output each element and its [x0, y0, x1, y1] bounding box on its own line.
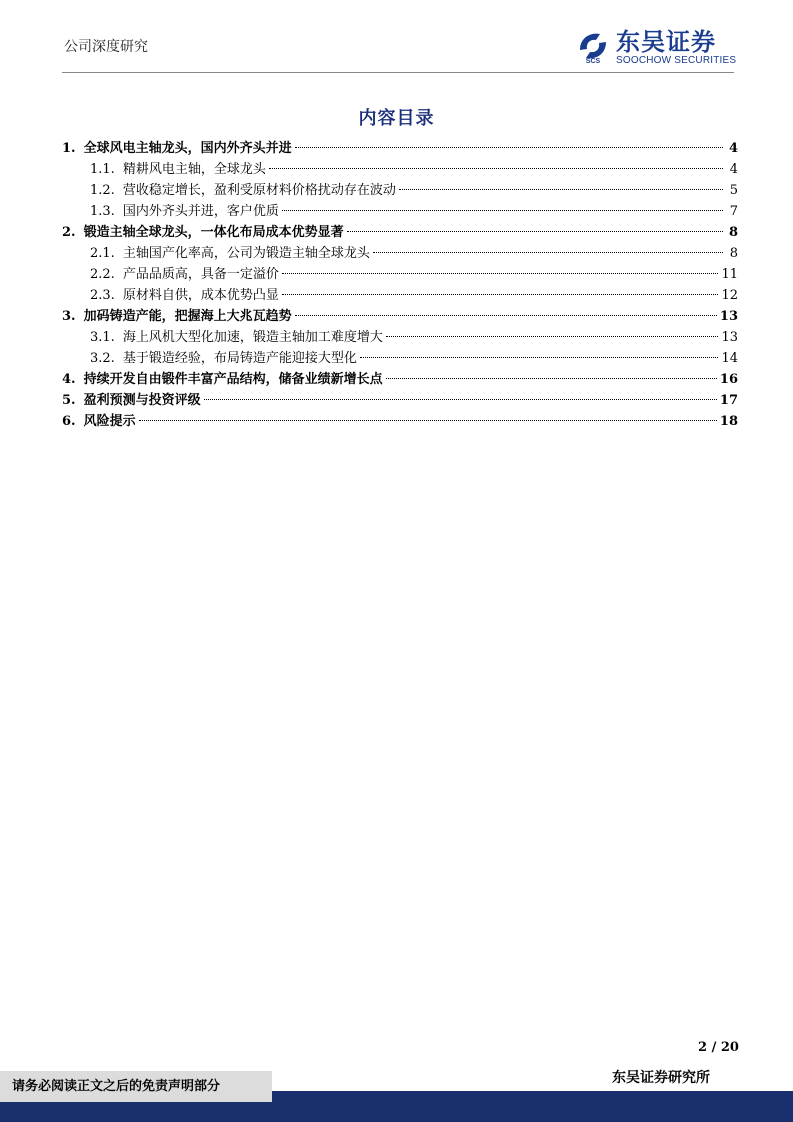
- page-number: 2 / 20: [698, 1040, 739, 1055]
- toc-entry[interactable]: [62, 264, 738, 285]
- toc-entry-page: 7: [729, 204, 738, 219]
- toc-leader-dots: [386, 378, 717, 379]
- toc-entry-number: 4.: [62, 372, 76, 387]
- toc-entry[interactable]: [62, 327, 738, 348]
- toc-leader-dots: [399, 189, 723, 190]
- toc-leader-dots: [139, 420, 717, 421]
- toc-leader-dots: [373, 252, 723, 253]
- toc-entry[interactable]: [62, 243, 738, 264]
- header-divider: [62, 72, 734, 73]
- toc-entry-title: 持续开发自由锻件丰富产品结构，储备业绩新增长点: [83, 372, 383, 387]
- toc-entry-page: 11: [721, 267, 738, 282]
- toc-entry-page: 12: [721, 288, 738, 303]
- header-section-label: 公司深度研究: [64, 39, 148, 55]
- toc-leader-dots: [282, 273, 719, 274]
- toc-entry-number: 6.: [62, 414, 76, 429]
- toc-entry[interactable]: [62, 306, 738, 327]
- toc-entry-number: 1.: [62, 141, 76, 156]
- toc-entry-title: 原材料自供，成本优势凸显: [122, 288, 279, 303]
- toc-entry-page: 13: [721, 330, 738, 345]
- logo-mark-text: SCS: [585, 58, 601, 64]
- toc-entry[interactable]: [62, 285, 738, 306]
- toc-leader-dots: [295, 315, 717, 316]
- toc-entry[interactable]: [62, 222, 738, 243]
- toc-entry-number: 2.: [62, 225, 76, 240]
- toc-entry-page: 18: [719, 414, 738, 429]
- logo-mark-icon: [576, 28, 610, 64]
- toc-entry-title: 锻造主轴全球龙头，一体化布局成本优势显著: [83, 225, 344, 240]
- toc-leader-dots: [204, 399, 717, 400]
- toc-leader-dots: [295, 147, 723, 148]
- toc-leader-dots: [269, 168, 723, 169]
- logo-english-name: SOOCHOW SECURITIES: [616, 55, 737, 66]
- toc-entry[interactable]: [62, 348, 738, 369]
- toc-entry-page: 8: [729, 246, 738, 261]
- toc-leader-dots: [347, 231, 723, 232]
- toc-entry-title: 加码铸造产能，把握海上大兆瓦趋势: [83, 309, 292, 324]
- toc-entry-number: 2.3.: [90, 288, 115, 303]
- toc-leader-dots: [386, 336, 719, 337]
- toc-entry[interactable]: [62, 159, 738, 180]
- toc-entry-title: 产品品质高，具备一定溢价: [122, 267, 279, 282]
- toc-entry-title: 全球风电主轴龙头，国内外齐头并进: [83, 141, 292, 156]
- toc-entry-page: 5: [729, 183, 738, 198]
- toc-entry-number: 3.1.: [90, 330, 115, 345]
- toc-entry-title: 精耕风电主轴，全球龙头: [122, 162, 266, 177]
- toc-entry-page: 17: [719, 393, 738, 408]
- toc-entry[interactable]: [62, 138, 738, 159]
- toc-entry[interactable]: [62, 180, 738, 201]
- footer-organization: 东吴证券研究所: [612, 1070, 710, 1086]
- company-logo: [576, 28, 736, 68]
- toc-entry-number: 1.2.: [90, 183, 115, 198]
- toc-title: 内容目录: [358, 108, 435, 129]
- toc-entry-page: 13: [719, 309, 738, 324]
- toc-entry-title: 盈利预测与投资评级: [83, 393, 201, 408]
- toc-entry-title: 主轴国产化率高，公司为锻造主轴全球龙头: [122, 246, 370, 261]
- toc-entry-page: 16: [719, 372, 738, 387]
- toc-entry-page: 4: [729, 162, 738, 177]
- logo-chinese-name: 东吴证券: [616, 28, 716, 56]
- toc-entry-title: 基于锻造经验，布局铸造产能迎接大型化: [122, 351, 357, 366]
- toc-entry-title: 风险提示: [83, 414, 136, 429]
- toc-entry-page: 4: [728, 141, 738, 156]
- toc-entry-number: 2.2.: [90, 267, 115, 282]
- toc-entry-number: 3.: [62, 309, 76, 324]
- toc-leader-dots: [282, 294, 719, 295]
- toc-entry[interactable]: [62, 390, 738, 411]
- toc-entry[interactable]: [62, 369, 738, 390]
- toc-entry-title: 营收稳定增长，盈利受原材料价格扰动存在波动: [122, 183, 396, 198]
- toc-entry-title: 海上风机大型化加速，锻造主轴加工难度增大: [122, 330, 383, 345]
- toc-leader-dots: [360, 357, 719, 358]
- toc-entry-number: 5.: [62, 393, 76, 408]
- toc-entry-number: 2.1.: [90, 246, 115, 261]
- table-of-contents: [62, 138, 738, 432]
- toc-entry-number: 3.2.: [90, 351, 115, 366]
- toc-entry-number: 1.1.: [90, 162, 115, 177]
- toc-entry-title: 国内外齐头并进，客户优质: [122, 204, 279, 219]
- toc-entry-number: 1.3.: [90, 204, 115, 219]
- toc-entry[interactable]: [62, 201, 738, 222]
- footer-disclaimer: 请务必阅读正文之后的免责声明部分: [0, 1071, 272, 1102]
- toc-entry-page: 8: [728, 225, 738, 240]
- toc-entry[interactable]: [62, 411, 738, 432]
- toc-entry-page: 14: [721, 351, 738, 366]
- toc-leader-dots: [282, 210, 723, 211]
